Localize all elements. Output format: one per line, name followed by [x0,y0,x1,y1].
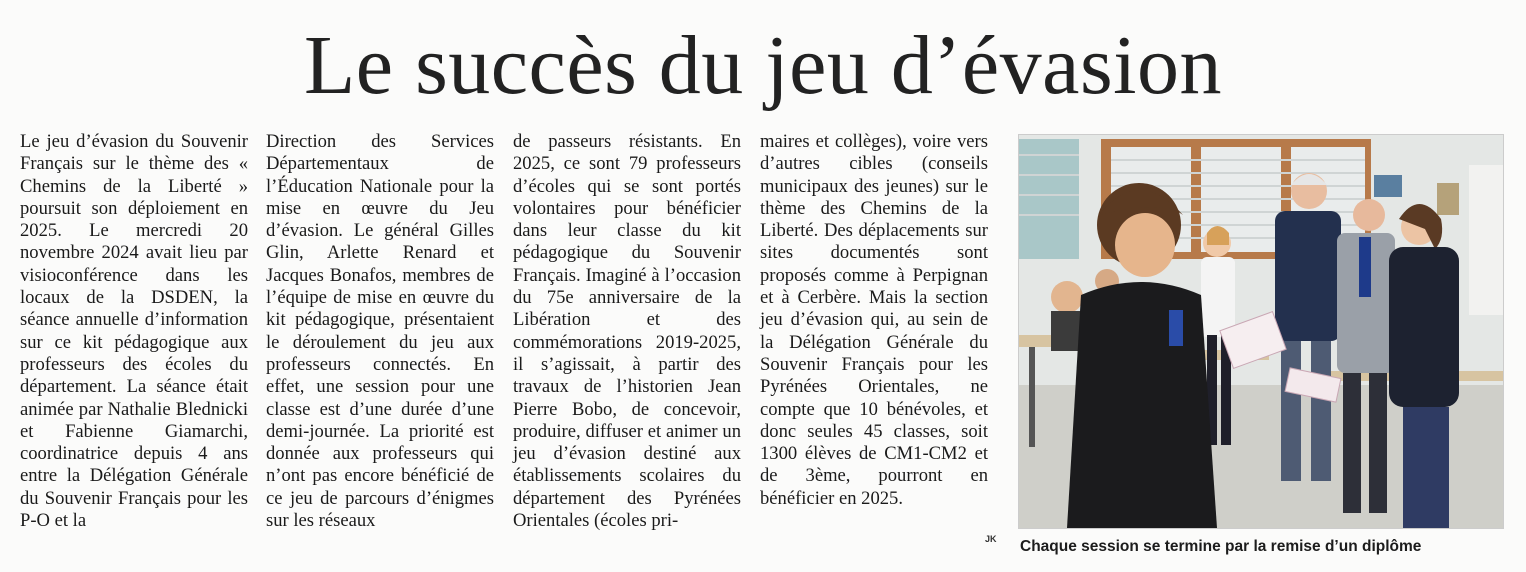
classroom-photo [1018,134,1504,529]
column-text: Le jeu d’évasion du Souvenir Français sur le thème des « Chemins de la Liberté » poursuit son déploiement en 2025. Le mercredi 20 novembre 2024 avait lieu par visioconférence dans les locaux de la DSDEN, la séance annuelle d’information sur ce kit pédagogique aux professeurs des écoles du département. La séance était animée par Nathalie Blednicki et Fabienne Giamarchi, coordinatrice depuis 4 ans entre la Délégation Générale du Souvenir Français pour les P-O et la [20,131,248,532]
classroom-photo-illustration [1019,135,1503,528]
article-column-4 [760,131,988,510]
photo-credit: JK [985,534,997,544]
photo-caption: Chaque session se termine par la remise d’un diplôme [1020,538,1422,555]
article-column-1 [20,131,248,532]
article-column-2 [266,131,494,532]
headline: Le succès du jeu d’évasion [303,19,1222,112]
column-text: Direction des Services Départementaux de l’Éducation Nationale pour la mise en œuvre du Jeu d’évasion. Le général Gilles Glin, Arlette Renard et Jacques Bonafos, membres de l’équipe de mise en œuvre du kit pédagogique, présentaient le déroulement du jeu aux professeurs connectés. En effet, une session pour une classe est d’une durée d’une demi-journée. La priorité est donnée aux professeurs qui n’ont pas encore bénéficié de ce jeu de parcours d’énigmes sur les réseaux [266,131,494,532]
article-column-3 [513,131,741,532]
column-text: de passeurs résistants. En 2025, ce sont 79 professeurs d’écoles qui se sont portés volontaires pour bénéficier dans leur classe du kit pédagogique du Souvenir Français. Imaginé à l’occasion du 75e anniversaire de la Libération et des commémorations 2019-2025, il s’agissait, à partir des travaux de l’historien Jean Pierre Bobo, de concevoir, produire, diffuser et animer un jeu d’évasion destiné aux établissements scolaires du département des Pyrénées Orientales (écoles pri- [513,131,741,532]
column-text: maires et collèges), voire vers d’autres cibles (conseils municipaux des jeunes) sur le thème des Chemins de la Liberté. Des déplacements sur sites documentés sont proposés comme à Perpignan et à Cerbère. Mais la section jeu d’évasion qui, au sein de la Délégation Générale du Souvenir Français pour les Pyrénées Orientales, ne compte que 10 bénévoles, et donc seules 45 classes, soit 1300 élèves de CM1-CM2 et de 3ème, pourront en bénéficier en 2025. [760,131,988,509]
